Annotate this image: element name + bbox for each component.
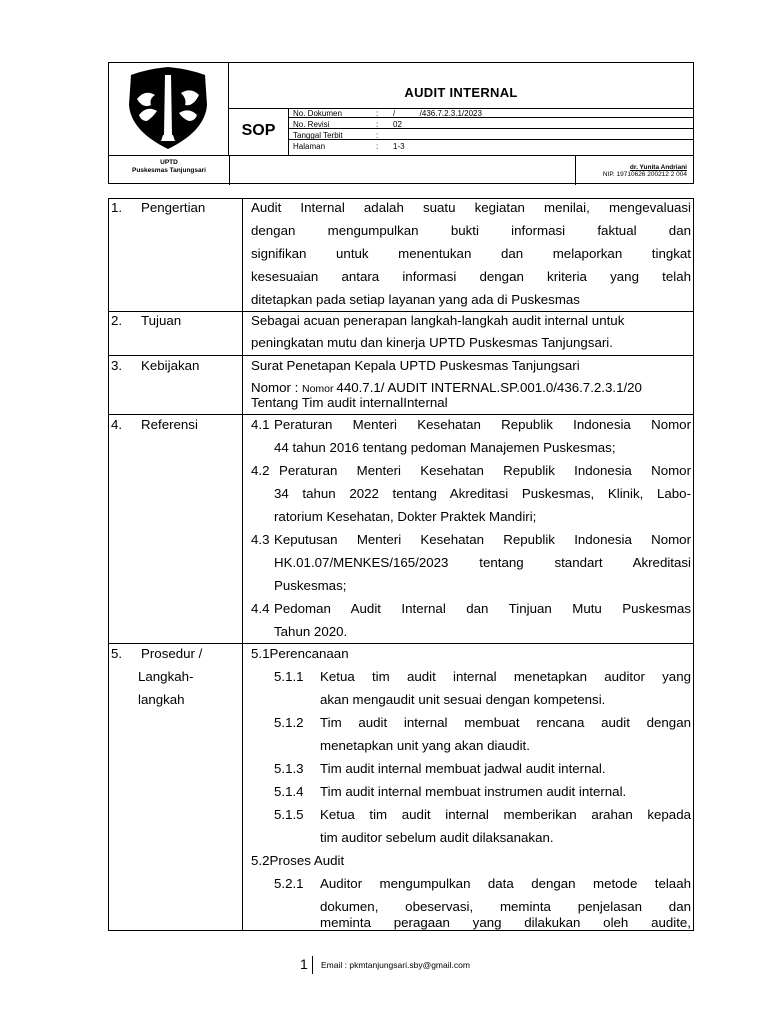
step-number: 5.1.2 — [274, 715, 304, 730]
section-title-pengertian: Pengertian — [141, 200, 206, 215]
section-number: 4. — [111, 417, 123, 432]
step-line: tim auditor sebelum audit dilaksanakan. — [320, 830, 554, 845]
column-divider — [242, 199, 243, 930]
step-number: 5.1.1 — [274, 669, 304, 684]
row-divider — [109, 311, 693, 312]
reference-line: HK.01.07/MENKES/165/2023 tentang standart Akreditasi — [274, 555, 691, 570]
meta-row-issue-date: Tanggal Terbit : — [289, 131, 693, 140]
step-line: dokumen, obeservasi, meminta penjelasan dan — [320, 899, 691, 914]
section-number: 1. — [111, 200, 123, 215]
section-number: 5. — [111, 646, 123, 661]
kebijakan-line: Tentang Tim audit internalInternal — [251, 395, 448, 410]
reference-number: 4.2 — [251, 463, 270, 478]
step-line: Ketua tim audit internal memberikan arahan kepada — [320, 807, 691, 822]
pengertian-line: kesesuaian antara informasi dengan kriteria yang telah — [251, 269, 691, 284]
row-divider — [109, 643, 693, 644]
sop-label: SOP — [241, 122, 276, 139]
reference-line: Peraturan Menteri Kesehatan Republik Indonesia Nomor — [274, 417, 691, 432]
reference-line: Puskesmas; — [274, 578, 347, 593]
section-title-prosedur: Prosedur / — [141, 646, 203, 661]
sop-header — [108, 62, 694, 184]
pengertian-line: ditetapkan pada setiap layanan yang ada di Puskesmas — [251, 292, 580, 307]
row-divider — [109, 414, 693, 415]
section-title-prosedur: langkah — [138, 692, 185, 707]
pengertian-line: Audit Internal adalah suatu kegiatan menilai, mengevaluasi — [251, 200, 691, 215]
reference-line: Peraturan Menteri Kesehatan Republik Indonesia Nomor — [279, 463, 691, 478]
row-divider — [109, 355, 693, 356]
kebijakan-number-line: Nomor : Nomor 440.7.1/ AUDIT INTERNAL.SP.001.0/436.7.2.3.1/20 — [251, 380, 642, 395]
step-line: Auditor mengumpulkan data dengan metode telaah — [320, 876, 691, 891]
step-number: 5.1.3 — [274, 761, 304, 776]
section-title-tujuan: Tujuan — [141, 313, 182, 328]
signer-nip: NIP. 19710626 200212 2 004 — [602, 171, 687, 178]
surabaya-emblem-logo — [125, 65, 211, 151]
header-divider — [109, 155, 693, 156]
header-divider-vertical — [229, 155, 230, 185]
step-line: Tim audit internal membuat instrumen audit internal. — [320, 784, 627, 799]
section-title-referensi: Referensi — [141, 417, 198, 432]
reference-number: 4.4 — [251, 601, 270, 616]
step-line: Tim audit internal membuat jadwal audit internal. — [320, 761, 606, 776]
title-cell — [229, 63, 693, 109]
step-line: meminta peragaan yang dilakukan oleh audite, — [320, 915, 691, 930]
footer-divider — [312, 956, 313, 974]
organization-name: UPTD Puskesmas Tanjungsari — [132, 159, 206, 174]
sop-cell — [229, 109, 289, 155]
pengertian-line: dengan mengumpulkan bukti informasi faktual dan — [251, 223, 691, 238]
step-line: Ketua tim audit internal menetapkan auditor yang — [320, 669, 691, 684]
pengertian-line: signifikan untuk menentukan dan melaporkan tingkat — [251, 246, 691, 261]
step-line: akan mengaudit unit sesuai dengan kompetensi. — [320, 692, 606, 707]
reference-line: Keputusan Menteri Kesehatan Republik Indonesia Nomor — [274, 532, 691, 547]
tujuan-line: peningkatan mutu dan kinerja UPTD Puskesmas Tanjungsari. — [251, 335, 613, 350]
step-number: 5.1.5 — [274, 807, 304, 822]
footer-email: Email : pkmtanjungsari.sby@gmail.com — [321, 960, 470, 970]
section-title-prosedur: Langkah- — [138, 669, 194, 684]
reference-line: ratorium Kesehatan, Dokter Praktek Mandiri; — [274, 509, 537, 524]
kebijakan-line: Surat Penetapan Kepala UPTD Puskesmas Tanjungsari — [251, 358, 580, 373]
step-line: Tim audit internal membuat rencana audit dengan — [320, 715, 691, 730]
subsection-heading: 5.1Perencanaan — [251, 646, 349, 661]
section-title-kebijakan: Kebijakan — [141, 358, 200, 373]
reference-line: Tahun 2020. — [274, 624, 348, 639]
section-number: 2. — [111, 313, 123, 328]
document-title: AUDIT INTERNAL — [404, 85, 518, 100]
signer-name: dr. Yunita Andriani — [629, 164, 687, 171]
reference-number: 4.1 — [251, 417, 270, 432]
meta-row-document-number: No. Dokumen : / /436.7.2.3.1/2023 — [289, 109, 693, 118]
sop-content-table — [108, 198, 694, 931]
reference-number: 4.3 — [251, 532, 270, 547]
meta-row-revision: No. Revisi : 02 — [289, 120, 693, 129]
subsection-heading: 5.2Proses Audit — [251, 853, 345, 868]
logo-cell — [109, 63, 229, 155]
step-line: menetapkan unit yang akan diaudit. — [320, 738, 530, 753]
signature-block — [575, 164, 693, 178]
tujuan-line: Sebagai acuan penerapan langkah-langkah audit internal untuk — [251, 313, 625, 328]
document-meta — [289, 109, 693, 155]
step-number: 5.2.1 — [274, 876, 304, 891]
page-number: 1 — [300, 956, 308, 972]
reference-line: 44 tahun 2016 tentang pedoman Manajemen Puskesmas; — [274, 440, 616, 455]
reference-line: 34 tahun 2022 tentang Akreditasi Puskesmas, Klinik, Labo- — [274, 486, 691, 501]
reference-line: Pedoman Audit Internal dan Tinjuan Mutu Puskesmas — [274, 601, 691, 616]
section-number: 3. — [111, 358, 123, 373]
step-number: 5.1.4 — [274, 784, 304, 799]
meta-row-page: Halaman : 1-3 — [293, 142, 405, 151]
